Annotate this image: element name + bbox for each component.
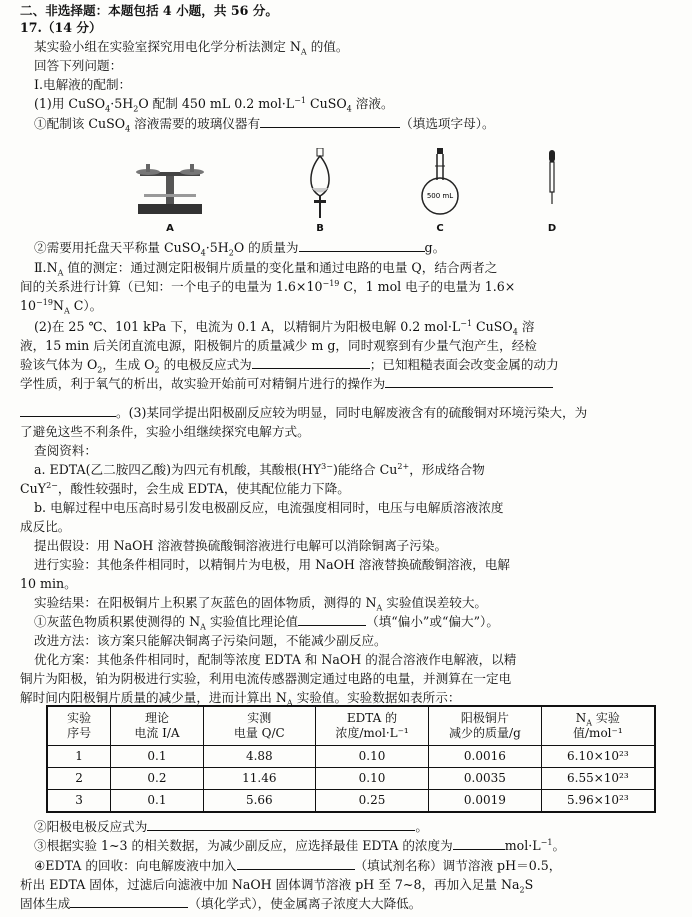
- q3-line10: 10 min。: [20, 576, 77, 591]
- section-header: 二、非选择题：本题包括 4 小题，共 56 分。: [20, 3, 278, 18]
- apparatus-b: B: [280, 148, 360, 222]
- part2-line1: $Ⅱ.N_A$ 值的测定：通过测定阳极铜片质量的变化量和通过电路的电量 Q，结合两者之: [34, 260, 498, 278]
- q3-line2: 了避免这些不利条件，实验小组继续探究电解方式。: [20, 424, 310, 439]
- q3-line13: 改进方法：该方案只能解决铜离子污染问题，不能减少副反应。: [34, 633, 387, 648]
- q3-line8: 提出假设：用 NaOH 溶液替换硫酸铜溶液进行电解可以消除铜离子污染。: [34, 538, 448, 553]
- q1-sub2: ②需要用托盘天平称量 $CuSO_4\cdot 5H_2O$ 的质量为 g。: [34, 240, 446, 258]
- q2-line1: (2)在 25 ℃、101 kPa 下，电流为 0.1 A，以精铜片为阳极电解 0.2 $mol\cdot L^{-1}$ CuSO$_4$ 溶: [34, 318, 535, 337]
- answer-blank[interactable]: [237, 857, 355, 870]
- table-header-row: [47, 706, 655, 746]
- q3-line7: 成反比。: [20, 519, 71, 534]
- intro-line: 某实验小组在实验室探究用电化学分析法测定 $N_A$ 的值。: [34, 39, 349, 57]
- q3-line16: 解时间内阳极铜片质量的减少量，进而计算出 $N_A$ 实验值。实验数据如表所示：: [20, 690, 461, 708]
- answer-blank[interactable]: [453, 837, 505, 850]
- answer-prompt: 回答下列问题：: [34, 58, 123, 73]
- header-cell: $N_A$ 实验 值/mol⁻¹: [541, 706, 655, 746]
- answer-blank[interactable]: [299, 239, 425, 252]
- q3-line12: ①灰蓝色物质积累使测得的 $N_A$ 实验值比理论值 （填“偏小”或“偏大”）。: [34, 614, 499, 632]
- apparatus-c: 500 mL C: [400, 148, 480, 222]
- answer-blank[interactable]: [20, 404, 116, 417]
- header-cell: 实测 电量 Q/C: [203, 706, 315, 746]
- q4-line1: ②阳极电极反应式为 。: [34, 819, 428, 834]
- dropper-icon: [512, 148, 592, 218]
- apparatus-d: D: [512, 148, 592, 222]
- apparatus-a: A: [130, 148, 210, 222]
- answer-blank[interactable]: [385, 375, 553, 388]
- q4-line2: ③根据实验 1~3 的相关数据，为减少副反应，应选择最佳 EDTA 的浓度为 $mol\cdot L^{-1}$。: [34, 837, 566, 853]
- q2-line4: 学性质，利于氧气的析出，故实验开始前可对精铜片进行的操作为: [20, 375, 553, 392]
- header-cell: 实验 序号: [47, 706, 111, 746]
- flask-mark: 500 mL: [426, 192, 454, 200]
- table-row: 3 0.1 5.66 0.25 0.0019 5.96×10²³: [47, 790, 655, 813]
- answer-blank[interactable]: [147, 818, 415, 831]
- q3-line6: b. 电解过程中电压高时易引发电极副反应，电流强度相同时，电压与电解质溶液浓度: [34, 500, 504, 515]
- q3-line11: 实验结果：在阳极铜片上积累了灰蓝色的固体物质，测得的 $N_A$ 实验值误差较大。: [34, 595, 488, 613]
- part2-line2: 间的关系进行计算（已知：一个电子的电量为 $1.6\times 10^{-19}$ C，1 mol 电子的电量为 1.6×: [20, 278, 516, 294]
- header-cell: 阳极铜片 减少的质量/g: [429, 706, 542, 746]
- q1-line: (1)用 $CuSO_4\cdot 5H_2O$ 配制 450 mL 0.2 $mol\cdot L^{-1}$ CuSO$_4$ 溶液。: [34, 95, 394, 114]
- q2-line2: 液，15 min 后关闭直流电源，阳极铜片的质量减少 m g，同时观察到有少量气泡产生，经检: [20, 338, 537, 353]
- question-number: 17.（14 分）: [20, 20, 102, 35]
- q4-line3: ④EDTA 的回收：向电解废液中加入 （填试剂名称）调节溶液 pH＝0.5，: [34, 858, 562, 873]
- q1-sub1: ①配制该 CuSO$_4$ 溶液需要的玻璃仪器有 （填选项字母）。: [34, 116, 495, 134]
- answer-blank[interactable]: [260, 115, 400, 128]
- q3-line1: 。(3)某同学提出阳极副反应较为明显，同时电解废液含有的硫酸铜对环境污染大，为: [20, 404, 587, 421]
- answer-blank[interactable]: [252, 356, 370, 369]
- q3-line3: 查阅资料：: [34, 443, 97, 458]
- table-row: 2 0.2 11.46 0.10 0.0035 6.55×10²³: [47, 768, 655, 790]
- part2-line3: $10^{-19}N_A$ C）。: [20, 297, 103, 316]
- q3-line15: 铜片为阳极，铂为阴极进行实验，利用电流传感器测定通过电路的电量，并测算在一定电: [20, 671, 512, 686]
- apparatus-figures: [130, 148, 590, 238]
- q3-line9: 进行实验：其他条件相同时，以精铜片为电极，用 NaOH 溶液替换硫酸铜溶液，电解: [34, 557, 511, 572]
- q2-line3: 验该气体为 $O_2$，生成 $O_2$ 的电极反应式为 ；已知粗糙表面会改变金属的动力: [20, 357, 559, 375]
- q3-line14: 优化方案：其他条件相同时，配制等浓度 EDTA 和 NaOH 的混合溶液作电解液，以精: [34, 652, 517, 667]
- header-cell: EDTA 的 浓度/mol·L⁻¹: [315, 706, 428, 746]
- balance-scale-icon: [130, 148, 210, 218]
- q3-line4: a. EDTA(乙二胺四乙酸)为四元有机酸，其酸根$(HY^{3-})$能络合 $Cu^{2+}$，形成络合物: [34, 461, 485, 477]
- volumetric-flask-icon: [400, 148, 480, 218]
- part1-title: Ⅰ.电解液的配制：: [34, 77, 132, 92]
- q4-line4: 析出 EDTA 固体，过滤后向滤液中加 NaOH 固体调节溶液 pH 至 7~8，再加入足量 $Na_2S$: [20, 877, 534, 895]
- header-cell: 理论 电流 I/A: [111, 706, 203, 746]
- table-row: 1 0.1 4.88 0.10 0.0016 6.10×10²³: [47, 746, 655, 768]
- separatory-funnel-icon: [280, 148, 360, 218]
- experiment-data-table: [46, 705, 656, 813]
- answer-blank[interactable]: [298, 613, 366, 626]
- q4-line5: 固体生成 （填化学式），使金属离子浓度大大降低。: [20, 896, 422, 911]
- answer-blank[interactable]: [70, 895, 188, 908]
- q3-line5: CuY$^{2-}$，酸性较强时，会生成 EDTA，使其配位能力下降。: [20, 480, 350, 496]
